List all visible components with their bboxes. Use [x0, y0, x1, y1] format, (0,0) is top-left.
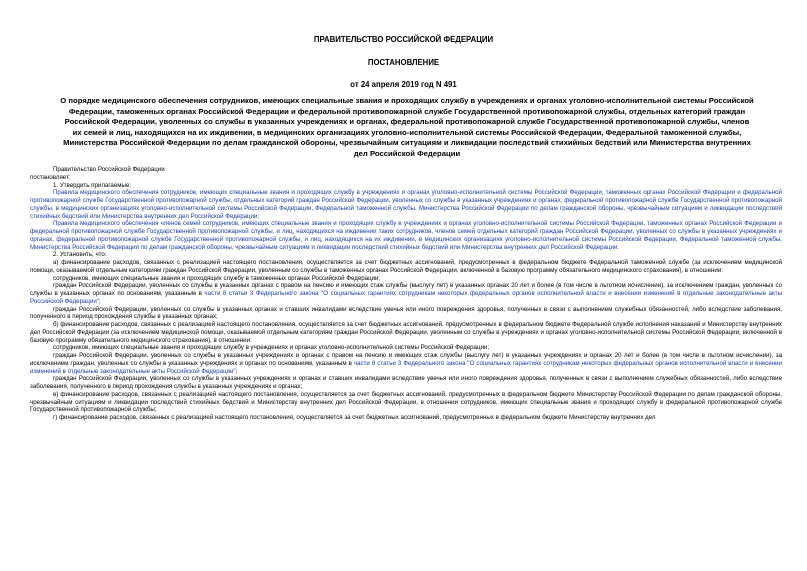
law-link[interactable]: части 8 статьи 3 Федерального закона "О социальных гарантиях сотрудникам некоторых федеральных органов исполнительной власти и внесении изменений в отдельные законодательные акты Российской Федерации" — [30, 290, 782, 305]
paragraph: а) финансирование расходов, связанных с реализацией настоящего постановления, осуществляется за счет бюджетных ассигнований, предусмотренных в федеральном бюджете Федеральной таможенной службе (за исключением медицинской помощи, оказываемой отдельным категориям граждан Российской Федерации, уволенным со службы в таможенных органах Российской Федерации, включенной в базовую программу обязательного медицинского страхования), в отношении: — [30, 259, 782, 274]
paragraph-text: ; — [98, 297, 101, 305]
paragraph: постановляет: — [30, 173, 71, 181]
paragraph — [30, 352, 782, 375]
paragraph: граждан Российской Федерации, уволенных со службы в указанных учреждениях и органах и ставших инвалидами вследствие увечья или иного повреждения здоровья, полученных в связи с выполнением служебных обязанностей, либо вследствие заболевания, полученного в период прохождения службы в указанных учреждениях и органах; — [30, 375, 782, 390]
rules-link-2[interactable]: Правила медицинского обеспечения членов семей сотрудников, имеющих специальные звания и проходящих службу в учреждениях и органах уголовно-исполнительной системы Российской Федерации, таможенных органах Российской Федерации и федеральной противопожарной службе Государственной противопожарной службы, и лиц, находящихся на иждивении таких сотрудников, членов семей отдельных категорий граждан Российской Федерации, уволенных со службы в указанных учреждениях и органах, федеральной противопожарной службе Государственной противопожарной службы, и лиц, находящихся на их иждивении, в медицинских организациях уголовно-исполнительной системы Российской Федерации, Федеральной таможенной службы, Министерства Российской Федерации по делам гражданской обороны, чрезвычайным ситуациям и ликвидации последствий стихийных бедствий или Министерства внутренних дел Российской Федерации. — [30, 220, 782, 251]
paragraph: в) финансирование расходов, связанных с реализацией настоящего постановления, осуществляется за счет бюджетных ассигнований, предусмотренных в федеральном бюджете Министерству Российской Федерации по делам гражданской обороны, чрезвычайным ситуациям и ликвидации последствий стихийных бедствий и Министерству внутренних дел Российской Федерации, в отношении сотрудников, имеющих специальные звания и проходящих службу в федеральной противопожарной службе Государственной противопожарной службы; — [30, 390, 782, 414]
document-body — [30, 166, 782, 422]
government-heading: ПРАВИТЕЛЬСТВО РОССИЙСКОЙ ФЕДЕРАЦИИ — [313, 35, 494, 44]
document-type-heading: ПОСТАНОВЛЕНИЕ — [367, 58, 440, 67]
paragraph: сотрудников, имеющих специальные звания и проходящих службу в таможенных органах Российской Федерации; — [53, 274, 381, 282]
document-title: О порядке медицинского обеспечения сотрудников, имеющих специальные звания и проходящих службу в учреждениях и органах уголовно-исполнительной системы Российской Федерации, таможенных органах Российской Федерации и федеральной противопожарной службе Государственной противопожарной службы, отдельных категорий граждан Российской Федерации, уволенных со службы в указанных учреждениях и органах, федеральной противопожарной службе Государственной противопожарной службы, членов их семей и лиц, находящихся на их иждивении, в медицинских организациях уголовно-исполнительной системы Российской Федерации, Федеральной таможенной службы, Министерства Российской Федерации по делам гражданской обороны, чрезвычайным ситуациям и ликвидации последствий стихийных бедствий или Министерства внутренних дел Российской Федерации — [60, 96, 754, 158]
paragraph-text: граждан Российской Федерации, уволенных со службы в указанных учреждениях и органах с правом на пенсию и имеющих стаж службы (выслугу лет) в указанных учреждениях и органах 20 лет и более (в том числе в льготном исчислении), за исключением граждан, уволенных со службы в указанных учреждениях и органах по основаниям, указанным в — [30, 352, 782, 367]
paragraph: 2. Установить, что: — [53, 251, 107, 259]
paragraph: граждан Российской Федерации, уволенных со службы в указанных органах и ставших инвалидами вследствие увечья или иного повреждения здоровья, полученных в связи с выполнением служебных обязанностей, либо вследствие заболевания, полученного в период прохождения службы в указанных органах; — [30, 305, 782, 321]
paragraph: 1. Утвердить прилагаемые: — [53, 181, 132, 189]
rules-link-1[interactable]: Правила медицинского обеспечения сотрудников, имеющих специальные звания и проходящих службу в учреждениях и органах уголовно-исполнительной системы Российской Федерации, таможенных органах Российской Федерации и федеральной противопожарной службе Государственной противопожарной службы, отдельных категорий граждан Российской Федерации, уволенных со службы в указанных учреждениях и органах, федеральной противопожарной службе Государственной противопожарной службы, в медицинских организациях уголовно-исполнительной системы Российской Федерации, Федеральной таможенной службы, Министерства Российской Федерации по делам гражданской обороны, чрезвычайным ситуациям и ликвидации последствий стихийных бедствий или Министерства внутренних дел Российской Федерации; — [30, 189, 782, 220]
paragraph: Правительство Российской Федерации — [53, 166, 165, 173]
paragraph-text: ; — [235, 367, 238, 375]
paragraph: б) финансирование расходов, связанных с реализацией настоящего постановления, осуществляется за счет бюджетных ассигнований, предусмотренных в федеральном бюджете Федеральной службе исполнения наказаний и Министерству внутренних дел Российской Федерации (за исключением медицинской помощи, оказываемой отдельным категориям граждан Российской Федерации, уволенным со службы в учреждениях и органах уголовно-исполнительной системы Российской Федерации, включенной в базовую программу обязательного медицинского страхования), в отношении: — [30, 321, 782, 344]
paragraph: г) финансирование расходов, связанных с реализацией настоящего постановления, осуществляется за счет бюджетных ассигнований, предусмотренных в федеральном бюджете Министерству внутренних дел — [53, 414, 656, 421]
law-link[interactable]: части 8 статьи 3 Федерального закона "О социальных гарантиях сотрудникам некоторых федеральных органов исполнительной власти и внесении изменений в отдельные законодательные акты Российской Федерации" — [30, 359, 782, 375]
date-number-heading: от 24 апреля 2019 год N 491 — [350, 80, 457, 89]
paragraph-text: граждан Российской Федерации, уволенных со службы в указанных органах с правом на пенсию и имеющих стаж службы (выслугу лет) в указанных органах 20 лет и более (в том числе в льготном исчислении), за исключением граждан, уволенных со службы в указанных органах по основаниям, указанным в — [30, 282, 782, 297]
paragraph — [30, 282, 782, 305]
paragraph: сотрудников, имеющих специальные звания и проходящих службу в учреждениях и органах уголовно-исполнительной системы Российской Федерации; — [53, 344, 490, 352]
